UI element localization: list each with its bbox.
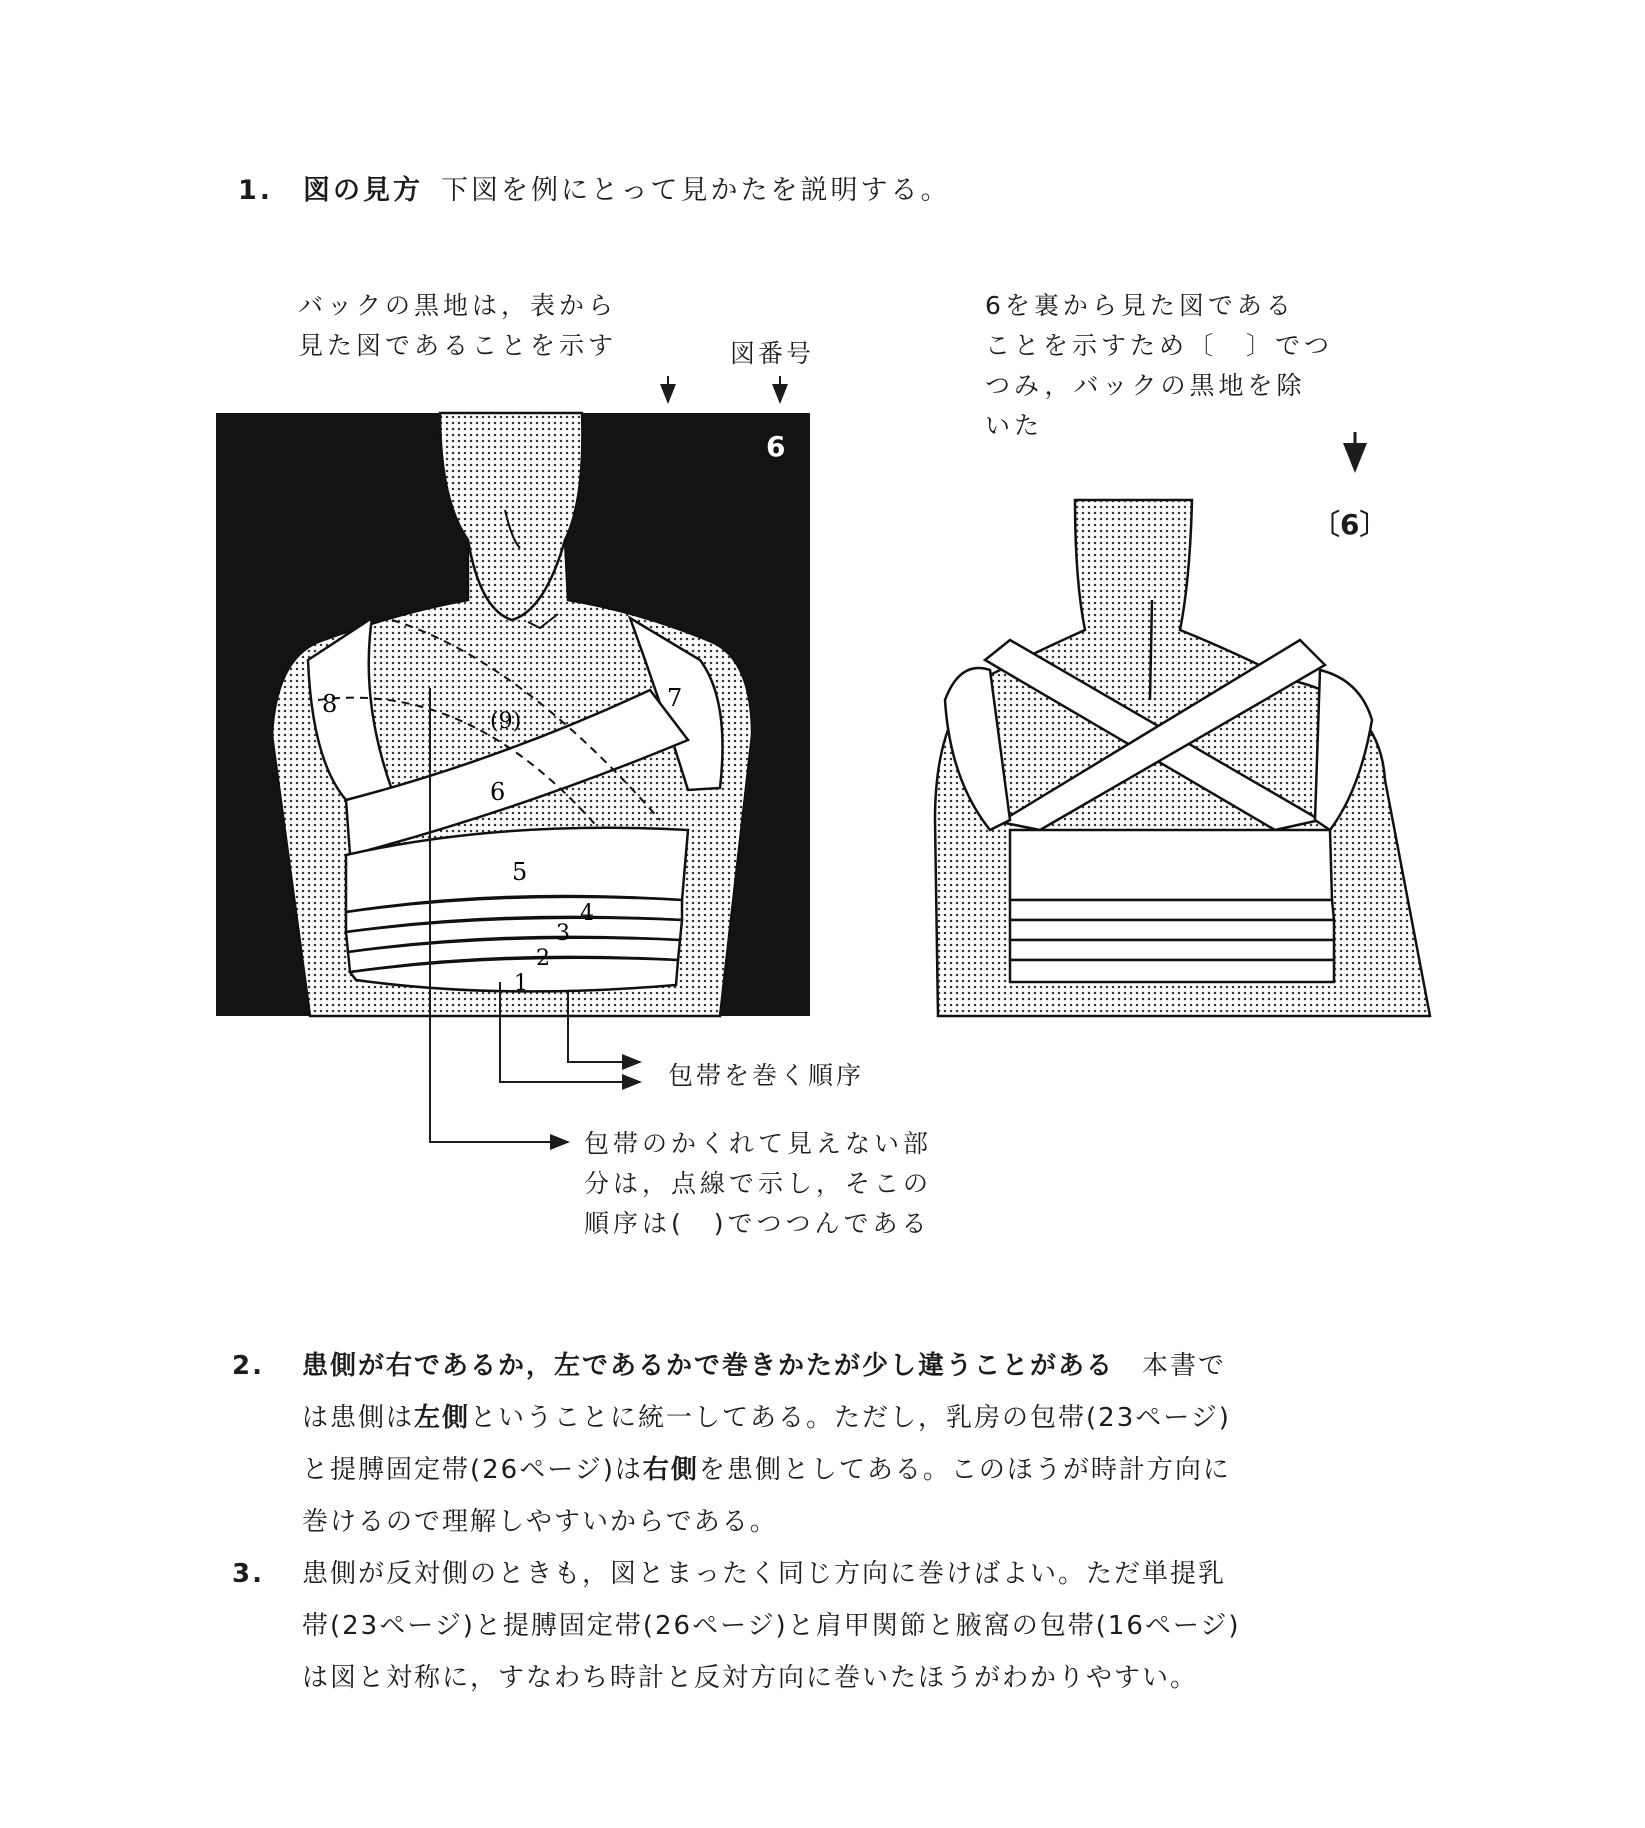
front-note-line: バックの黒地は，表から xyxy=(298,291,618,320)
paragraph-text: は図と対称に，すなわち時計と反対方向に巻いたほうがわかりやすい。 xyxy=(302,1663,1199,1693)
paragraph-text: と提膊固定帯(26ページ)は xyxy=(302,1455,643,1485)
paragraph-text: 巻けるので理解しやすいからである。 xyxy=(302,1507,778,1537)
figure-number-label: 図番号 xyxy=(730,339,815,368)
paragraph-text: を患側としてある。このほうが時計方向に xyxy=(698,1455,1231,1485)
section-number: 1. xyxy=(238,175,274,206)
back-figure-number: 〔6〕 xyxy=(1312,508,1388,541)
paragraph-text: 本書で xyxy=(1142,1351,1227,1381)
hidden-note-line: 包帯のかくれて見えない部 xyxy=(584,1129,933,1158)
back-note-line: ことを示すため〔 〕でつ xyxy=(985,331,1334,360)
band-label: 1 xyxy=(514,971,528,996)
band-label: (9) xyxy=(490,709,522,734)
back-figure xyxy=(935,500,1430,1016)
band-label: 8 xyxy=(322,690,338,718)
hidden-note-line: 分は，点線で示し，そこの xyxy=(584,1169,933,1198)
section-text: 下図を例にとって見かたを説明する。 xyxy=(441,175,951,206)
back-note-line: つみ，バックの黒地を除 xyxy=(985,371,1306,400)
section-number: 2. xyxy=(232,1351,264,1381)
band-label: 6 xyxy=(490,778,506,806)
figure-number: 6 xyxy=(766,430,786,463)
paragraph-text: ということに統一してある。ただし，乳房の包帯(23ページ) xyxy=(470,1403,1231,1433)
emphasis-text: 右側 xyxy=(642,1455,699,1485)
front-note-line: 見た図であることを示す xyxy=(298,331,618,360)
order-note: 包帯を巻く順序 xyxy=(668,1061,865,1090)
band-label: 7 xyxy=(667,684,683,712)
paragraph-text: は患側は xyxy=(302,1403,415,1433)
section-3 xyxy=(232,1548,1472,1704)
band-label: 2 xyxy=(536,946,550,971)
section-title: 図の見方 xyxy=(303,175,424,206)
back-note-line: 6を裏から見た図である xyxy=(985,291,1295,320)
hidden-note-line: 順序は( )でつつんである xyxy=(584,1209,931,1238)
emphasis-text: 左側 xyxy=(414,1403,471,1433)
band-label: 4 xyxy=(580,901,594,926)
back-note-line: いた xyxy=(985,411,1044,440)
paragraph-text: 帯(23ページ)と提膊固定帯(26ページ)と肩甲関節と腋窩の包帯(16ページ) xyxy=(302,1611,1241,1641)
band-label: 3 xyxy=(556,921,570,946)
paragraph-text: 患側が反対側のときも，図とまったく同じ方向に巻けばよい。ただ単提乳 xyxy=(302,1559,1227,1589)
front-figure xyxy=(216,413,810,1016)
band-label: 5 xyxy=(512,858,528,886)
section-2 xyxy=(232,1340,1472,1548)
section-heading: 患側が右であるか，左であるかで巻きかたが少し違うことがある xyxy=(302,1351,1115,1381)
hidden-note xyxy=(584,1124,932,1244)
section-number: 3. xyxy=(232,1559,264,1589)
